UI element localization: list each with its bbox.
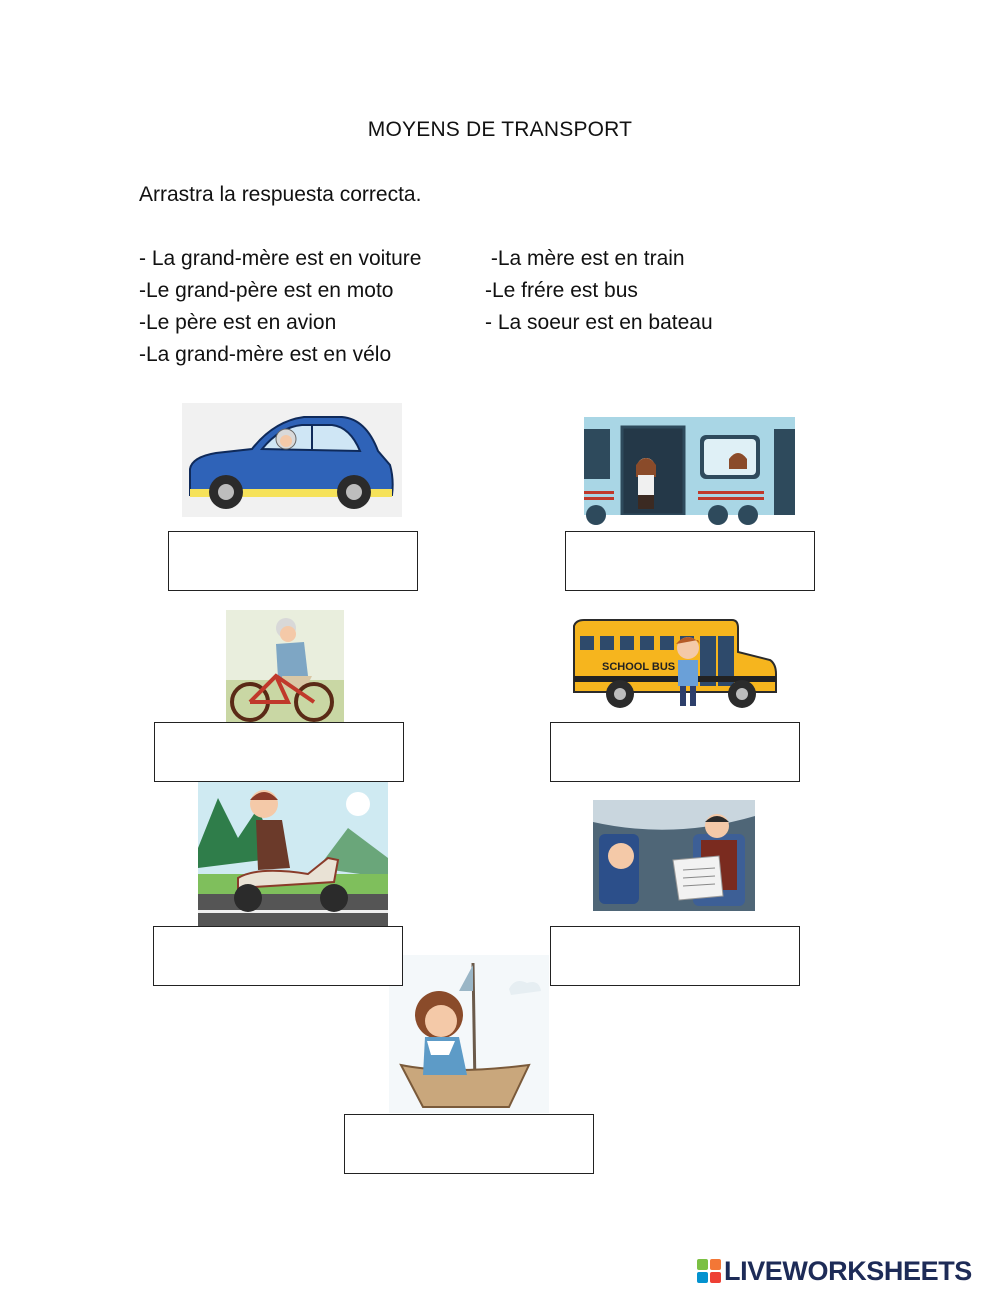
answer-box-bus[interactable] [550,722,800,782]
logo-square-red [710,1272,721,1283]
option-grandmother-bike[interactable]: -La grand-mère est en vélo [139,343,392,366]
answer-box-boat[interactable] [344,1114,594,1174]
instruction-text: Arrastra la respuesta correcta. [139,183,422,206]
liveworksheets-logo [697,1254,972,1288]
school-bus-image [566,612,780,716]
option-brother-bus[interactable]: -Le frére est bus [485,279,638,302]
car-image [182,403,402,517]
train-image [582,415,797,527]
scooter-image [198,778,388,930]
airplane-image [593,800,755,911]
option-grandmother-car[interactable]: - La grand-mère est en voiture [139,247,422,270]
answer-box-bicycle[interactable] [154,722,404,782]
logo-square-blue [697,1272,708,1283]
bus-sign-text: SCHOOL BUS [602,661,676,673]
logo-grid-icon [697,1259,721,1283]
option-grandfather-moto[interactable]: -Le grand-père est en moto [139,279,394,302]
worksheet-title: MOYENS DE TRANSPORT [367,118,633,141]
answer-box-car[interactable] [168,531,418,591]
logo-square-green [697,1259,708,1270]
answer-box-scooter[interactable] [153,926,403,986]
option-sister-boat[interactable]: - La soeur est en bateau [485,311,713,334]
bicycle-image [226,610,344,722]
sailboat-image [389,955,549,1113]
option-father-plane[interactable]: -Le père est en avion [139,311,337,334]
logo-text: LIVEWORKSHEETS [724,1255,972,1286]
option-mother-train[interactable]: -La mère est en train [485,247,685,270]
answer-box-train[interactable] [565,531,815,591]
logo-square-orange [710,1259,721,1270]
answer-box-airplane[interactable] [550,926,800,986]
